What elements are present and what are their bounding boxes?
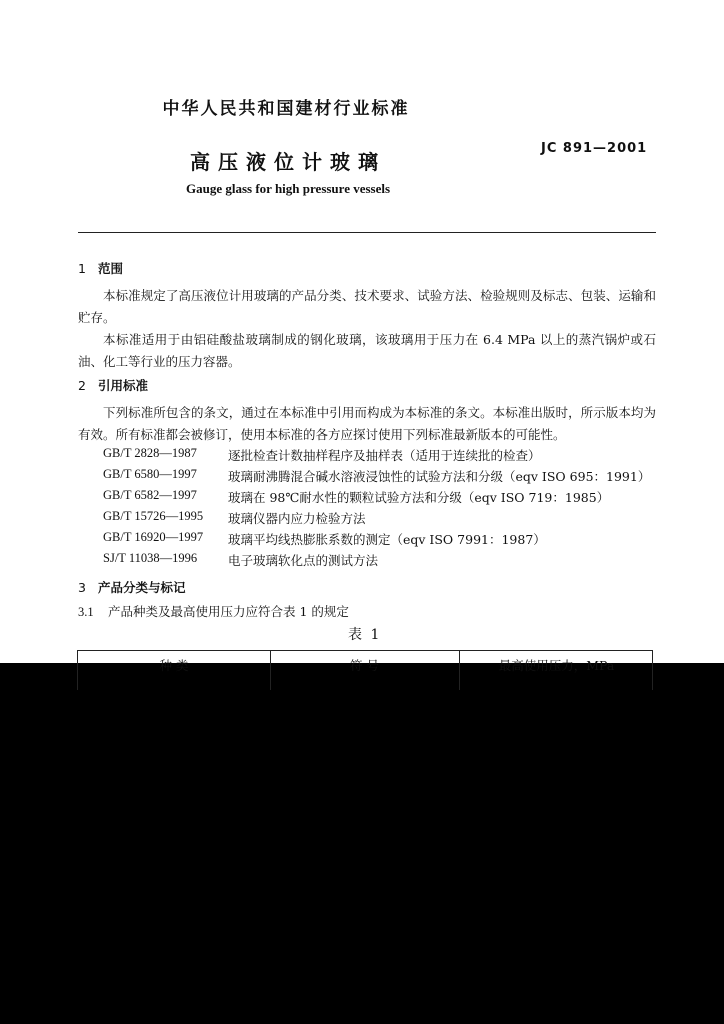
reference-code: GB/T 2828—1987 [103, 446, 197, 460]
reference-code: GB/T 15726—1995 [103, 509, 204, 523]
reference-code: GB/T 6582—1997 [103, 488, 197, 502]
clause-text: 产品种类及最高使用压力应符合表 1 的规定 [108, 604, 349, 619]
paragraph: 本标准适用于由铝硅酸盐玻璃制成的钢化玻璃，该玻璃用于压力在 6.4 MPa 以上的蒸汽锅炉或石油、化工等行业的压力容器。 [78, 332, 656, 369]
reference-code: GB/T 16920—1997 [103, 530, 204, 544]
standard-number: JC 891—2001 [541, 141, 648, 156]
section-2-heading [78, 376, 148, 394]
table-header-cell: 符 号 [350, 658, 379, 673]
reference-title: 逐批检查计数抽样程序及抽样表（适用于连续批的检查） [228, 448, 541, 463]
section-3-heading [78, 578, 186, 596]
section-number: 2 [78, 378, 86, 393]
document-title-en: Gauge glass for high pressure vessels [186, 181, 391, 196]
paragraph: 本标准规定了高压液位计用玻璃的产品分类、技术要求、试验方法、检验规则及标志、包装、运输和贮存。 [78, 288, 656, 325]
reference-title: 电子玻璃软化点的测试方法 [228, 553, 379, 568]
reference-title: 玻璃平均线热膨胀系数的测定（eqv ISO 7991：1987） [228, 532, 546, 547]
section-1-heading [78, 259, 123, 277]
header-divider [78, 232, 656, 233]
section-title: 范围 [98, 261, 124, 276]
reference-title: 玻璃在 98℃耐水性的颗粒试验方法和分级（eqv ISO 719：1985） [228, 490, 610, 505]
section-number: 3 [78, 580, 86, 595]
section-title: 引用标准 [98, 378, 149, 393]
reference-code: SJ/T 11038—1996 [103, 551, 198, 565]
clause-number: 3.1 [78, 605, 94, 619]
reference-code: GB/T 6580—1997 [103, 467, 197, 481]
section-title: 产品分类与标记 [98, 580, 186, 595]
reference-title: 玻璃耐沸腾混合碱水溶液浸蚀性的试验方法和分级（eqv ISO 695：1991） [228, 469, 651, 484]
clause-3-1 [78, 602, 349, 620]
table-header-cell: 种 类 [159, 658, 189, 673]
table-1 [77, 650, 653, 690]
document-title-cn: 高压液位计玻璃 [190, 150, 386, 174]
paragraph: 下列标准所包含的条文，通过在本标准中引用而构成为本标准的条文。本标准出版时，所示版本均为有效。所有标准都会被修订，使用本标准的各方应探讨使用下列标准最新版本的可能性。 [78, 405, 656, 442]
section-number: 1 [78, 261, 86, 276]
reference-title: 玻璃仪器内应力检验方法 [228, 511, 366, 526]
table-header-cell: 最高使用压力，MPa [498, 658, 615, 673]
table-caption: 表 1 [348, 627, 382, 643]
standard-header: 中华人民共和国建材行业标准 [162, 99, 410, 119]
